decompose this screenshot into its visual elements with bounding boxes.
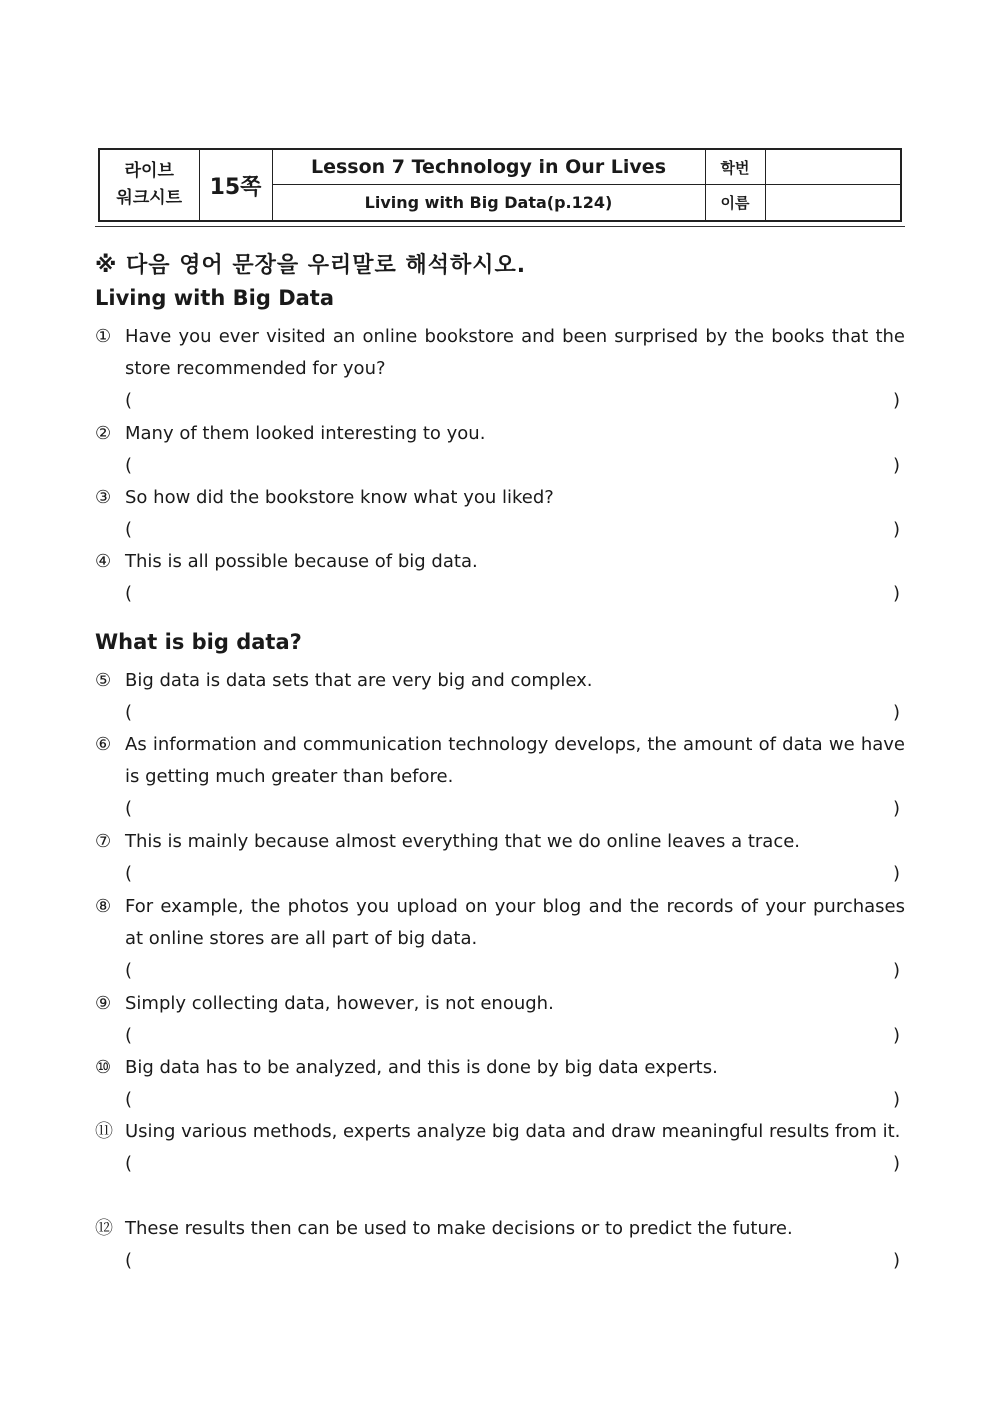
item-number: ⑧ <box>95 896 112 917</box>
translation-answer-field[interactable] <box>125 578 900 610</box>
worksheet-category-line2: 워크시트 <box>116 188 183 208</box>
translation-answer-field[interactable] <box>125 1148 900 1180</box>
item-number: ⑫ <box>95 1218 113 1239</box>
exercise-item <box>95 418 905 482</box>
translation-answer-field[interactable] <box>125 385 900 417</box>
close-paren: ) <box>892 455 900 476</box>
item-number: ② <box>95 423 112 444</box>
translation-answer-field[interactable] <box>125 1245 900 1277</box>
english-sentence: For example, the photos you upload on your blog and the records of your purchases at online stores are all part of big data. <box>125 896 905 949</box>
translation-answer-field[interactable] <box>125 1084 900 1116</box>
translation-answer-field[interactable] <box>125 514 900 546</box>
close-paren: ) <box>892 519 900 540</box>
open-paren: ( <box>125 583 133 604</box>
exercise-sentence-row <box>95 482 905 514</box>
close-paren: ) <box>892 1250 900 1271</box>
translation-answer-field[interactable] <box>125 858 900 890</box>
item-number: ③ <box>95 487 112 508</box>
open-paren: ( <box>125 702 133 723</box>
exercise-item <box>95 482 905 546</box>
item-number: ⑪ <box>95 1121 113 1142</box>
exercise-sentence-row <box>95 546 905 578</box>
exercise-item <box>95 988 905 1052</box>
exercise-sentence-row <box>95 321 905 385</box>
open-paren: ( <box>125 798 133 819</box>
english-sentence: As information and communication technology develops, the amount of data we have is getting much greater than before. <box>125 734 905 787</box>
english-sentence: Have you ever visited an online bookstore and been surprised by the books that the store recommended for you? <box>125 326 905 379</box>
close-paren: ) <box>892 1089 900 1110</box>
exercise-sentence-row <box>95 1116 905 1148</box>
exercise-item <box>95 546 905 610</box>
english-sentence: This is mainly because almost everything that we do online leaves a trace. <box>125 831 801 852</box>
open-paren: ( <box>125 1089 133 1110</box>
exercise-item <box>95 1213 905 1277</box>
english-sentence: So how did the bookstore know what you liked? <box>125 487 554 508</box>
header-divider <box>95 226 905 227</box>
open-paren: ( <box>125 519 133 540</box>
exercise-item <box>95 665 905 729</box>
translation-answer-field[interactable] <box>125 450 900 482</box>
close-paren: ) <box>892 583 900 604</box>
english-sentence: This is all possible because of big data. <box>125 551 478 572</box>
close-paren: ) <box>892 798 900 819</box>
open-paren: ( <box>125 455 133 476</box>
page-number: 15쪽 <box>199 149 272 221</box>
item-number: ⑩ <box>95 1057 112 1078</box>
exercise-item <box>95 1052 905 1116</box>
worksheet-header-table <box>98 148 902 222</box>
close-paren: ) <box>892 863 900 884</box>
exercise-item <box>95 826 905 890</box>
section-heading-what-is-big-data: What is big data? <box>95 630 302 654</box>
close-paren: ) <box>892 1153 900 1174</box>
name-field[interactable] <box>765 185 901 222</box>
name-label: 이름 <box>705 185 765 222</box>
translation-answer-field[interactable] <box>125 793 900 825</box>
open-paren: ( <box>125 1025 133 1046</box>
close-paren: ) <box>892 702 900 723</box>
exercise-sentence-row <box>95 665 905 697</box>
item-number: ⑨ <box>95 993 112 1014</box>
translation-answer-field[interactable] <box>125 1020 900 1052</box>
instruction-text: ※ 다음 영어 문장을 우리말로 해석하시오. <box>95 253 527 278</box>
exercise-item <box>95 1116 905 1180</box>
exercise-sentence-row <box>95 418 905 450</box>
translation-answer-field[interactable] <box>125 697 900 729</box>
exercise-sentence-row <box>95 826 905 858</box>
item-number: ⑥ <box>95 734 112 755</box>
open-paren: ( <box>125 1153 133 1174</box>
exercise-item <box>95 729 905 825</box>
student-number-label: 학번 <box>705 149 765 185</box>
item-number: ⑤ <box>95 670 112 691</box>
exercise-sentence-row <box>95 1052 905 1084</box>
lesson-subtitle: Living with Big Data(p.124) <box>272 185 705 222</box>
section-heading-living-with-big-data: Living with Big Data <box>95 286 335 310</box>
open-paren: ( <box>125 863 133 884</box>
exercise-sentence-row <box>95 988 905 1020</box>
student-number-field[interactable] <box>765 149 901 185</box>
english-sentence: Simply collecting data, however, is not enough. <box>125 993 554 1014</box>
english-sentence: Big data is data sets that are very big and complex. <box>125 670 593 691</box>
exercise-item <box>95 891 905 987</box>
english-sentence: Big data has to be analyzed, and this is done by big data experts. <box>125 1057 718 1078</box>
close-paren: ) <box>892 1025 900 1046</box>
english-sentence: Using various methods, experts analyze big data and draw meaningful results from it. <box>125 1121 901 1142</box>
worksheet-category-line1: 라이브 <box>124 161 174 181</box>
item-number: ④ <box>95 551 112 572</box>
exercise-item <box>95 321 905 417</box>
exercise-sentence-row <box>95 891 905 955</box>
item-number: ① <box>95 326 112 347</box>
english-sentence: Many of them looked interesting to you. <box>125 423 486 444</box>
lesson-title: Lesson 7 Technology in Our Lives <box>272 149 705 185</box>
exercise-sentence-row <box>95 729 905 793</box>
close-paren: ) <box>892 960 900 981</box>
exercise-sentence-row <box>95 1213 905 1245</box>
open-paren: ( <box>125 1250 133 1271</box>
translation-answer-field[interactable] <box>125 955 900 987</box>
item-number: ⑦ <box>95 831 112 852</box>
open-paren: ( <box>125 390 133 411</box>
open-paren: ( <box>125 960 133 981</box>
worksheet-category-cell <box>99 149 199 221</box>
english-sentence: These results then can be used to make decisions or to predict the future. <box>125 1218 793 1239</box>
close-paren: ) <box>892 390 900 411</box>
